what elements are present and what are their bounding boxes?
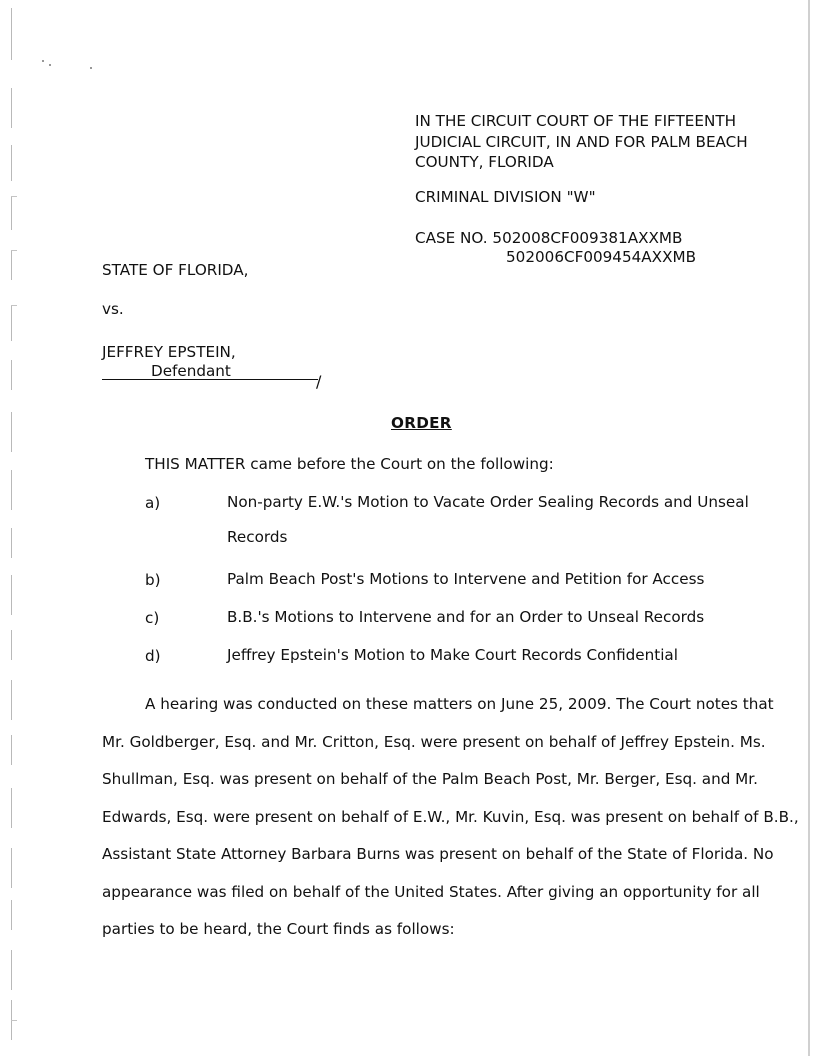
paragraph-line: Assistant State Attorney Barbara Burns was present on behalf of the State of Florida. No <box>102 845 774 863</box>
motion-letter: a) <box>145 494 161 512</box>
paragraph-line: parties to be heard, the Court finds as follows: <box>102 920 455 938</box>
defendant-name: JEFFREY EPSTEIN, <box>102 343 236 361</box>
scan-margin-mark <box>11 8 17 60</box>
order-title: ORDER <box>391 414 452 432</box>
case-numbers <box>415 229 696 267</box>
paragraph-line: Mr. Goldberger, Esq. and Mr. Critton, Esq. were present on behalf of Jeffrey Epstein. Ms. <box>102 732 766 751</box>
caption-slash: / <box>316 372 322 391</box>
scan-margin-mark <box>11 145 17 181</box>
paragraph-line: Edwards, Esq. were present on behalf of E.W., Mr. Kuvin, Esq. was present on behalf of B.B., <box>102 807 799 826</box>
plaintiff-name: STATE OF FLORIDA, <box>102 261 249 279</box>
scan-margin-mark <box>11 196 17 230</box>
scan-margin-mark <box>11 735 17 765</box>
scan-margin-mark <box>11 630 17 660</box>
scan-margin-tick <box>11 1020 17 1021</box>
scan-speck <box>49 64 51 66</box>
scan-right-edge <box>808 0 810 1056</box>
scan-speck <box>42 60 44 62</box>
scan-margin-tick <box>11 305 17 306</box>
paragraph-line: appearance was filed on behalf of the United States. After giving an opportunity for all <box>102 882 760 901</box>
scan-margin-mark <box>11 575 17 615</box>
court-header-line: JUDICIAL CIRCUIT, IN AND FOR PALM BEACH <box>415 132 748 151</box>
motion-text <box>227 485 749 555</box>
motion-letter: b) <box>145 571 161 589</box>
scan-margin-mark <box>11 360 17 390</box>
scan-margin-mark <box>11 900 17 930</box>
scan-margin-mark <box>11 250 17 280</box>
paragraph-line: A hearing was conducted on these matters on June 25, 2009. The Court notes that <box>145 695 774 713</box>
intro-text: THIS MATTER came before the Court on the following: <box>145 455 554 473</box>
motion-text: B.B.'s Motions to Intervene and for an Order to Unseal Records <box>227 608 705 626</box>
criminal-division: CRIMINAL DIVISION "W" <box>415 188 596 206</box>
hearing-paragraph <box>102 686 799 949</box>
scan-margin-mark <box>11 680 17 720</box>
court-header-line: COUNTY, FLORIDA <box>415 153 554 171</box>
scan-margin-mark <box>11 305 17 341</box>
scan-speck <box>90 67 92 69</box>
scan-margin-mark <box>11 848 17 888</box>
defendant-block <box>102 343 236 380</box>
case-number-primary: CASE NO. 502008CF009381AXXMB <box>415 229 683 247</box>
scan-margin-mark <box>11 528 17 558</box>
scan-margin-mark <box>11 412 17 452</box>
scan-margin-tick <box>11 250 17 251</box>
court-header <box>415 111 775 173</box>
scan-margin-tick <box>11 196 17 197</box>
paragraph-line: Shullman, Esq. was present on behalf of the Palm Beach Post, Mr. Berger, Esq. and Mr. <box>102 770 758 788</box>
motion-letter: c) <box>145 609 160 627</box>
court-header-line: IN THE CIRCUIT COURT OF THE FIFTEENTH <box>415 112 737 130</box>
caption-underline <box>102 379 318 380</box>
scan-margin-mark <box>11 788 17 828</box>
motion-text: Jeffrey Epstein's Motion to Make Court Records Confidential <box>227 646 678 664</box>
scan-margin-mark <box>11 950 17 990</box>
scan-margin-mark <box>11 88 17 128</box>
motion-text: Palm Beach Post's Motions to Intervene and Petition for Access <box>227 570 705 588</box>
scan-margin-mark <box>11 470 17 510</box>
defendant-role: Defendant <box>151 361 231 380</box>
case-number-secondary: 502006CF009454AXXMB <box>506 248 697 266</box>
motion-text-line: Non-party E.W.'s Motion to Vacate Order Sealing Records and Unseal <box>227 493 749 511</box>
motion-letter: d) <box>145 647 161 665</box>
motion-text-line: Records <box>227 528 288 546</box>
versus-label: vs. <box>102 300 124 318</box>
